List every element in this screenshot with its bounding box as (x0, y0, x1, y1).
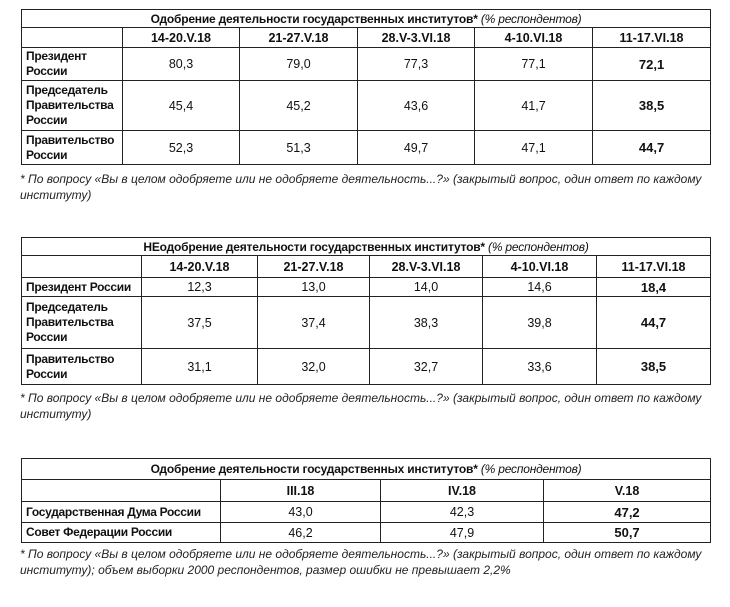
column-header: 21-27.V.18 (258, 256, 370, 278)
cell-value: 32,7 (370, 349, 483, 385)
cell-value: 43,6 (358, 81, 475, 131)
cell-value: 49,7 (358, 131, 475, 165)
cell-value: 13,0 (258, 278, 370, 297)
row-label: Президент России (22, 278, 142, 297)
cell-value: 52,3 (123, 131, 240, 165)
parliament-approval-table (21, 458, 711, 543)
row-label: Совет Федерации России (22, 523, 221, 543)
cell-value: 12,3 (142, 278, 258, 297)
table-row (22, 48, 711, 81)
table-title-text: Одобрение деятельности государственных институтов* (150, 462, 478, 476)
cell-value: 32,0 (258, 349, 370, 385)
cell-value-latest: 38,5 (593, 81, 711, 131)
approval-table (21, 9, 711, 165)
corner-cell (22, 256, 142, 278)
row-label: Председатель Правительства России (22, 297, 142, 349)
cell-value: 37,5 (142, 297, 258, 349)
column-header: IV.18 (381, 480, 544, 502)
column-header: III.18 (221, 480, 381, 502)
table-row (22, 278, 711, 297)
cell-value-latest: 44,7 (593, 131, 711, 165)
cell-value-latest: 38,5 (597, 349, 711, 385)
column-header: V.18 (544, 480, 711, 502)
column-header: 28.V-3.VI.18 (370, 256, 483, 278)
cell-value: 45,2 (240, 81, 358, 131)
table-row (22, 523, 711, 543)
cell-value: 38,3 (370, 297, 483, 349)
column-header: 11-17.VI.18 (597, 256, 711, 278)
table-row (22, 297, 711, 349)
table-row (22, 81, 711, 131)
cell-value: 77,1 (475, 48, 593, 81)
cell-value: 14,0 (370, 278, 483, 297)
column-header: 21-27.V.18 (240, 28, 358, 48)
cell-value: 41,7 (475, 81, 593, 131)
cell-value: 31,1 (142, 349, 258, 385)
row-label: Председатель Правительства России (22, 81, 123, 131)
cell-value: 43,0 (221, 502, 381, 523)
cell-value: 37,4 (258, 297, 370, 349)
table-title-text: Одобрение деятельности государственных институтов* (150, 11, 478, 26)
cell-value-latest: 50,7 (544, 523, 711, 543)
cell-value: 80,3 (123, 48, 240, 81)
footnote: * По вопросу «Вы в целом одобряете или не одобряете деятельность...?» (закрытый вопрос, один ответ по каждому институту); объем выборки 2000 респондентов, размер ошибки не превышает 2,2% (20, 547, 702, 577)
cell-value: 47,9 (381, 523, 544, 543)
table-unit: (% респондентов) (480, 462, 582, 476)
cell-value: 77,3 (358, 48, 475, 81)
table-row (22, 502, 711, 523)
row-label: Президент России (22, 48, 123, 81)
cell-value: 42,3 (381, 502, 544, 523)
cell-value: 33,6 (483, 349, 597, 385)
disapproval-table (21, 237, 711, 385)
row-label: Правительство России (22, 349, 142, 385)
cell-value: 14,6 (483, 278, 597, 297)
column-header: 4-10.VI.18 (483, 256, 597, 278)
column-header: 28.V-3.VI.18 (358, 28, 475, 48)
table-unit: (% респондентов) (488, 239, 589, 254)
column-header: 14-20.V.18 (123, 28, 240, 48)
row-label: Правительство России (22, 131, 123, 165)
cell-value-latest: 18,4 (597, 278, 711, 297)
table-title (22, 238, 711, 256)
table-row (22, 131, 711, 165)
column-header: 14-20.V.18 (142, 256, 258, 278)
row-label: Государственная Дума России (22, 502, 221, 523)
cell-value: 47,1 (475, 131, 593, 165)
cell-value-latest: 47,2 (544, 502, 711, 523)
cell-value: 51,3 (240, 131, 358, 165)
footnote: * По вопросу «Вы в целом одобряете или не одобряете деятельность...?» (закрытый вопрос, один ответ по каждому институту) (20, 391, 702, 421)
column-header: 4-10.VI.18 (475, 28, 593, 48)
corner-cell (22, 28, 123, 48)
table-title (22, 10, 711, 28)
corner-cell (22, 480, 221, 502)
footnote: * По вопросу «Вы в целом одобряете или не одобряете деятельность...?» (закрытый вопрос, один ответ по каждому институту) (20, 172, 702, 202)
table-row (22, 349, 711, 385)
cell-value: 39,8 (483, 297, 597, 349)
table-title-text: НЕодобрение деятельности государственных институтов* (143, 239, 485, 254)
column-header: 11-17.VI.18 (593, 28, 711, 48)
cell-value: 79,0 (240, 48, 358, 81)
table-unit: (% респондентов) (480, 11, 582, 26)
table-title (22, 459, 711, 480)
cell-value-latest: 72,1 (593, 48, 711, 81)
cell-value: 46,2 (221, 523, 381, 543)
cell-value: 45,4 (123, 81, 240, 131)
cell-value-latest: 44,7 (597, 297, 711, 349)
